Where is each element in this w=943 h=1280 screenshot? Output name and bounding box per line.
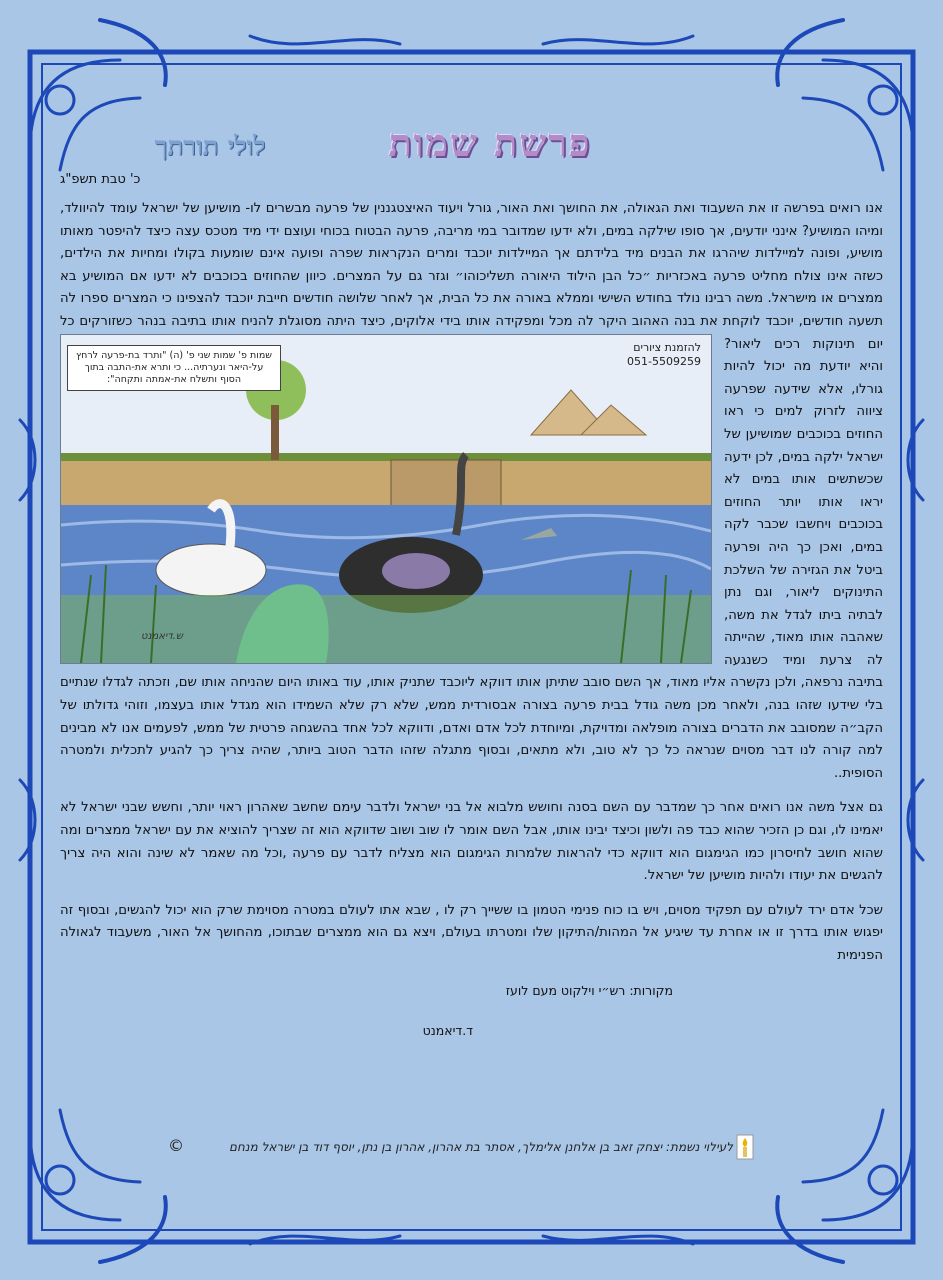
article-body	[60, 198, 883, 1043]
sources: מקורות: רש״י וילקוט מעם לועז	[505, 982, 673, 998]
article	[60, 110, 883, 1190]
order-phone[interactable]: 051-5509259	[627, 354, 701, 368]
footer	[0, 1134, 943, 1164]
artist-signature: ש.דיאמנט	[141, 630, 183, 642]
order-info	[627, 341, 701, 369]
brand-name: לולי תורתך	[154, 132, 266, 162]
verse-quote: שמות פ' שמות שני פ' (ה) "ותרד בת-פרעה לרחץ על-היאר ונערתיה... כי ותרא את-התבה בתוך הסוף ותשלח את-אמתה ותקחה":	[67, 345, 281, 391]
paragraph-intro-top: אנו רואים בפרשה זו את השעבוד ואת הגאולה, את החושך ואת האור, גורל ויעוד האיצטגננין של פרעה מבשרים לו- מושיען של ישראל עומד להיוולד, ומיהו המושיע? אינני יודעים, אך סופו שילקה במים, ולא ידעו שמדובר במי מריבה, פרעה הבטוח בכוחי ועוצם ידי מיד מטכס עצה כיצד להיפטר מאותו מושיע, ופונה למיילדות שיהרגו את הבנים מיד בלידתם אך המיילדות יוכבד ומרים הנקראות שפרה ופועה אינם שומעות בקולו ומחיות את הילדים, כשזה אינו צולח מחליט פרעה באכזריות ״כל הבן הילוד היאורה תשליכוהו״ וגזר גם על המצרים. כיוון שהחוזים בכוכבים לא ידעו אם המושיע בא ממצרים או מישראל. משה רבינו נולד בחודש השישי וממלא באורה את כל הבית, אך לאחר שלושה חודשים חייבת יוכבד להצפינו כי המצרים ספרו לה תשעה חודשים, יוכבד לוקחת את בנה	[60, 201, 883, 329]
order-label: להזמנת ציורים	[633, 340, 701, 354]
paragraph-intro-side: האהוב היקר לה מכל ומפקידה אותו בידי אלוקים, כיצד היתה מסוגלת להניח אותו בתיבה בנהר כשזורקים כל יום תינוקות רכים ליאור? והיא יודעת מה יכול להיות גורלו, אלא שידעה שפרעה ציווה לזרוק למים כי ראו החוזים בכוכבים שמושיען של ישראל ילקה במים, לכן ידעה שכשתשים אותו במים לא יראו אותו יותר החוזים בכוכבים ויחשבו שכבר לקה במים, ואכן כך היה ופרעה ביטל את הגזירה של	[60, 313, 883, 578]
paragraph-intro-bottom: השלכת התינוקים ליאור, וגם נתן לבתיה ביתו לגדל את משה, שאהבה אותו מאוד, שהייתה לה צרעת ומיד כשנגעה בתיבה נרפאה, ולכן נקשרה אליו מאוד, אך השם סובב שתיתן אותו דווקא ליוכבד שתניק אותו, עוד באותו היום שהניחה אותו שם, וזכתה לגדלו שנתיים בלי שידעו שזהו בנה, ולאחר מכן משה גודל בבית פרעה בצורה אבסורדית ממש, שלא רק שלא השמידו הוא מגדל אותו בעצמו, וזוהי גדולתו של הקב״ה שמסובב את הדברים בצורה מופלאה ומדויקת, ומיוחדת לכל אדם ואדם, ודווקא לכל אחד בהשגחה פרטית של ממש, לפעמים אנו לא מבינים למה קורה לנו דבר מסוים שנראה כל כך לא טוב, ולא מתאים, ובסוף מתגלה שזהו הדבר הטוב ביותר, שהיה צריך כך להגיע לתכלית ולמטרה הסופית..	[60, 562, 883, 781]
copyright-icon: ©	[168, 1136, 184, 1155]
paragraph-intro	[60, 198, 883, 785]
dedication: לעילוי נשמת: יצחק זאב בן אלחנן אלימלך, אסתר בת אהרון, אהרון בן נתן, יוסף דוד בן ישראל מנחם	[229, 1140, 733, 1154]
illustration	[60, 334, 712, 664]
author: ד.דיאמנט	[422, 1023, 473, 1039]
paragraph-conclusion: שכל אדם ירד לעולם עם תפקיד מסוים, ויש בו כוח פנימי הטמון בו ששייך רק לו , שבא אתו לעולם במטרה מסוימת שרק הוא יכול להגשים, ובסוף זה יפגוש אותו בדרך זו או אחרת עד שיגיע אל המהות/התיקון שלו ומטרתו בעולם, ויצא גם הוא ממצרים שבתוכו, מהחושך אל האור, משעבוד לגאולה הפנימית	[60, 902, 883, 963]
hebrew-date: כ' טבת תשפ"ג	[60, 172, 141, 187]
paragraph-moses: גם אצל משה אנו רואים אחר כך שמדבר עם השם בסנה וחושש מלבוא אל בני ישראל ולדבר עימם שחשב שאהרון ראוי יותר, וחשש שבני ישראל לא יאמינו לו, וגם כן הזכיר שהוא כבד פה ולשון וכיצד יבינו אותו, אבל השם אומר לו שוב ושוב שדווקא הוא זה שצריך להוציא את עם ישראל ממצרים ומה שהוא חושב לחיסרון כמו הגימגום הוא דווקא כדי להראות שלמרות הגימגום הוא מצליח לדבר עם פרעה ,וכל מה שאמר לא שינה והוא היה צריך להגשים את יעודו ולהיות מושיען של ישראל.	[60, 800, 883, 884]
page-title: פרשת שמות	[388, 120, 592, 165]
candle-icon	[736, 1134, 754, 1160]
